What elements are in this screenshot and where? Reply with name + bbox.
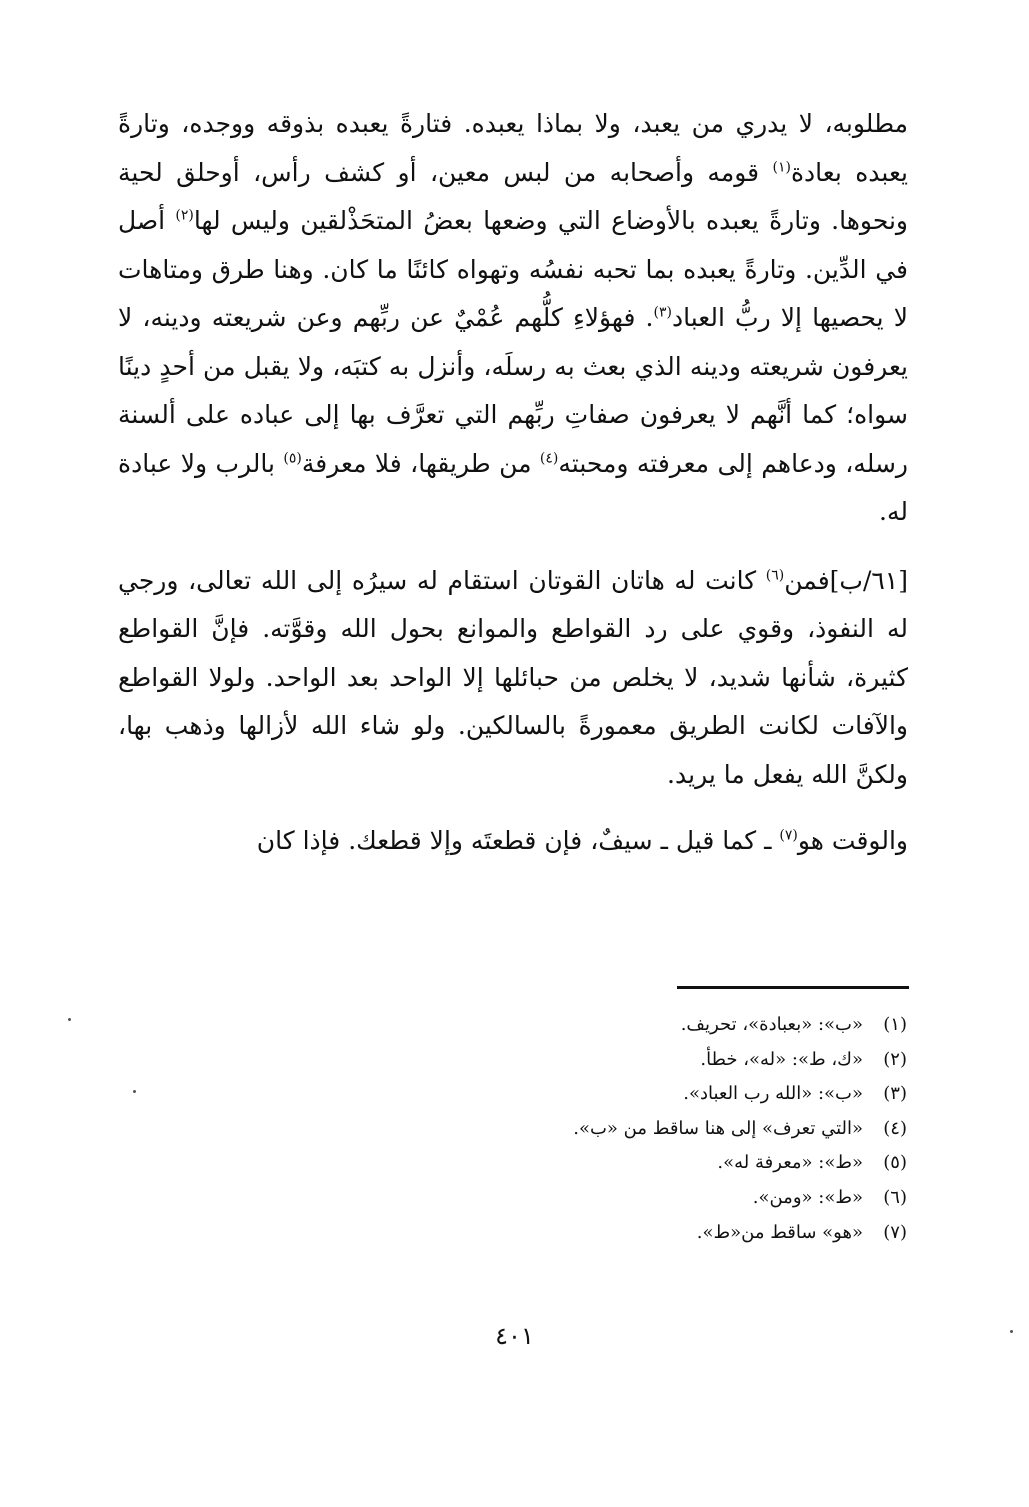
footnote-number: (٥) [883,1152,907,1174]
text-segment: ـ كما قيل ـ سيفٌ، فإن قطعتَه وإلا قطعك. فإذا كان [256,826,780,855]
paragraph-2 [118,557,908,800]
footnote-ref-6[interactable]: (٦) [765,567,785,584]
footnote-text: «التي تعرف» إلى هنا ساقط من «ب». [573,1117,863,1139]
footnote-4 [347,1112,907,1147]
text-segment: بالرب ولا عبادة له. [118,448,908,526]
text-segment: كانت له هاتان القوتان استقام له سيرُه إلى الله تعالى، ورجي له النفوذ، وقوي على رد القواطع والموانع بحول الله وقوَّته. فإنَّ القواطع كثيرة، شأنها شديد، لا يخلص من حبائلها إلا الواحد بعد الواحد. ولولا القواطع والآفات لكانت الطريق معمورةً بالسالكين. ولو شاء الله لأزالها وذهب بها، ولكنَّ الله يفعل ما يريد. [118,565,908,789]
footnotes-list [347,1008,907,1250]
scan-speck [1010,1330,1013,1333]
scan-speck [68,1018,71,1021]
footnote-7 [347,1216,907,1251]
footnote-text: «ط»: «ومن». [752,1186,863,1208]
main-text [118,100,908,866]
footnote-5 [347,1146,907,1181]
footnote-2 [347,1043,907,1078]
paragraph-1 [118,100,908,537]
footnote-ref-7[interactable]: (٧) [779,827,798,844]
footnote-ref-3[interactable]: (٣) [653,304,672,321]
footnote-text: «ب»: «بعبادة»، تحريف. [680,1014,863,1035]
footnote-ref-2[interactable]: (٢) [175,207,194,224]
footnote-separator [677,986,909,989]
footnote-1 [347,1008,907,1043]
text-segment: مطلوبه، لا يدري من يعبد، ولا بماذا يعبده. فتارةً يعبده بذوقه ووجده، وتارةً يعبده بعادة [118,109,908,187]
footnote-number: (٤) [883,1117,907,1139]
text-segment: والوقت هو [797,826,908,855]
footnote-3 [347,1077,907,1112]
footnote-number: (٦) [883,1186,907,1208]
footnote-text: «هو» ساقط من«ط». [696,1221,863,1243]
footnote-6 [347,1181,907,1216]
footnote-number: (٣) [883,1083,907,1105]
scan-speck [133,1090,136,1093]
text-segment: من طريقها، فلا معرفة [301,448,540,478]
paragraph-3 [118,817,908,866]
text-segment: . فهؤلاءِ كلُّهم عُمْيٌ عن ربِّهم وعن شريعته ودينه، لا يعرفون شريعته ودينه الذي بعث به رسلَه، وأنزل به كتبَه، ولا يقبل من أحدٍ دينًا سواه؛ كما أنَّهم لا يعرفون صفاتِ ربِّهم التي تعرَّف بها إلى عباده على ألسنة رسله، ودعاهم إلى معرفته ومحبته [118,303,908,478]
footnote-number: (٧) [883,1221,907,1243]
text-segment: [٦١/ب]فمن [784,565,908,595]
footnote-ref-1[interactable]: (١) [772,159,791,176]
text-segment: أصل في الدِّين. وتارةً يعبده بما تحبه نفسُه وتهواه كائنًا ما كان. وهنا طرق ومتاهات لا يحصيها إلا ربُّ العباد [118,206,908,332]
footnote-text: «ك، ط»: «له»، خطأ. [700,1048,863,1070]
footnote-number: (١) [883,1014,907,1035]
footnote-ref-4[interactable]: (٤) [539,450,559,467]
footnote-number: (٢) [883,1048,907,1070]
footnote-ref-5[interactable]: (٥) [283,450,302,467]
footnote-text: «ط»: «معرفة له». [717,1152,863,1174]
footnote-text: «ب»: «الله رب العباد». [683,1083,863,1105]
page-number: ٤٠١ [495,1322,534,1350]
text-segment: قومه وأصحابه من لبس معين، أو كشف رأس، أوحلق لحية ونحوها. وتارةً يعبده بالأوضاع التي وضعها بعضُ المتحَذْلقين وليس لها [118,157,908,235]
